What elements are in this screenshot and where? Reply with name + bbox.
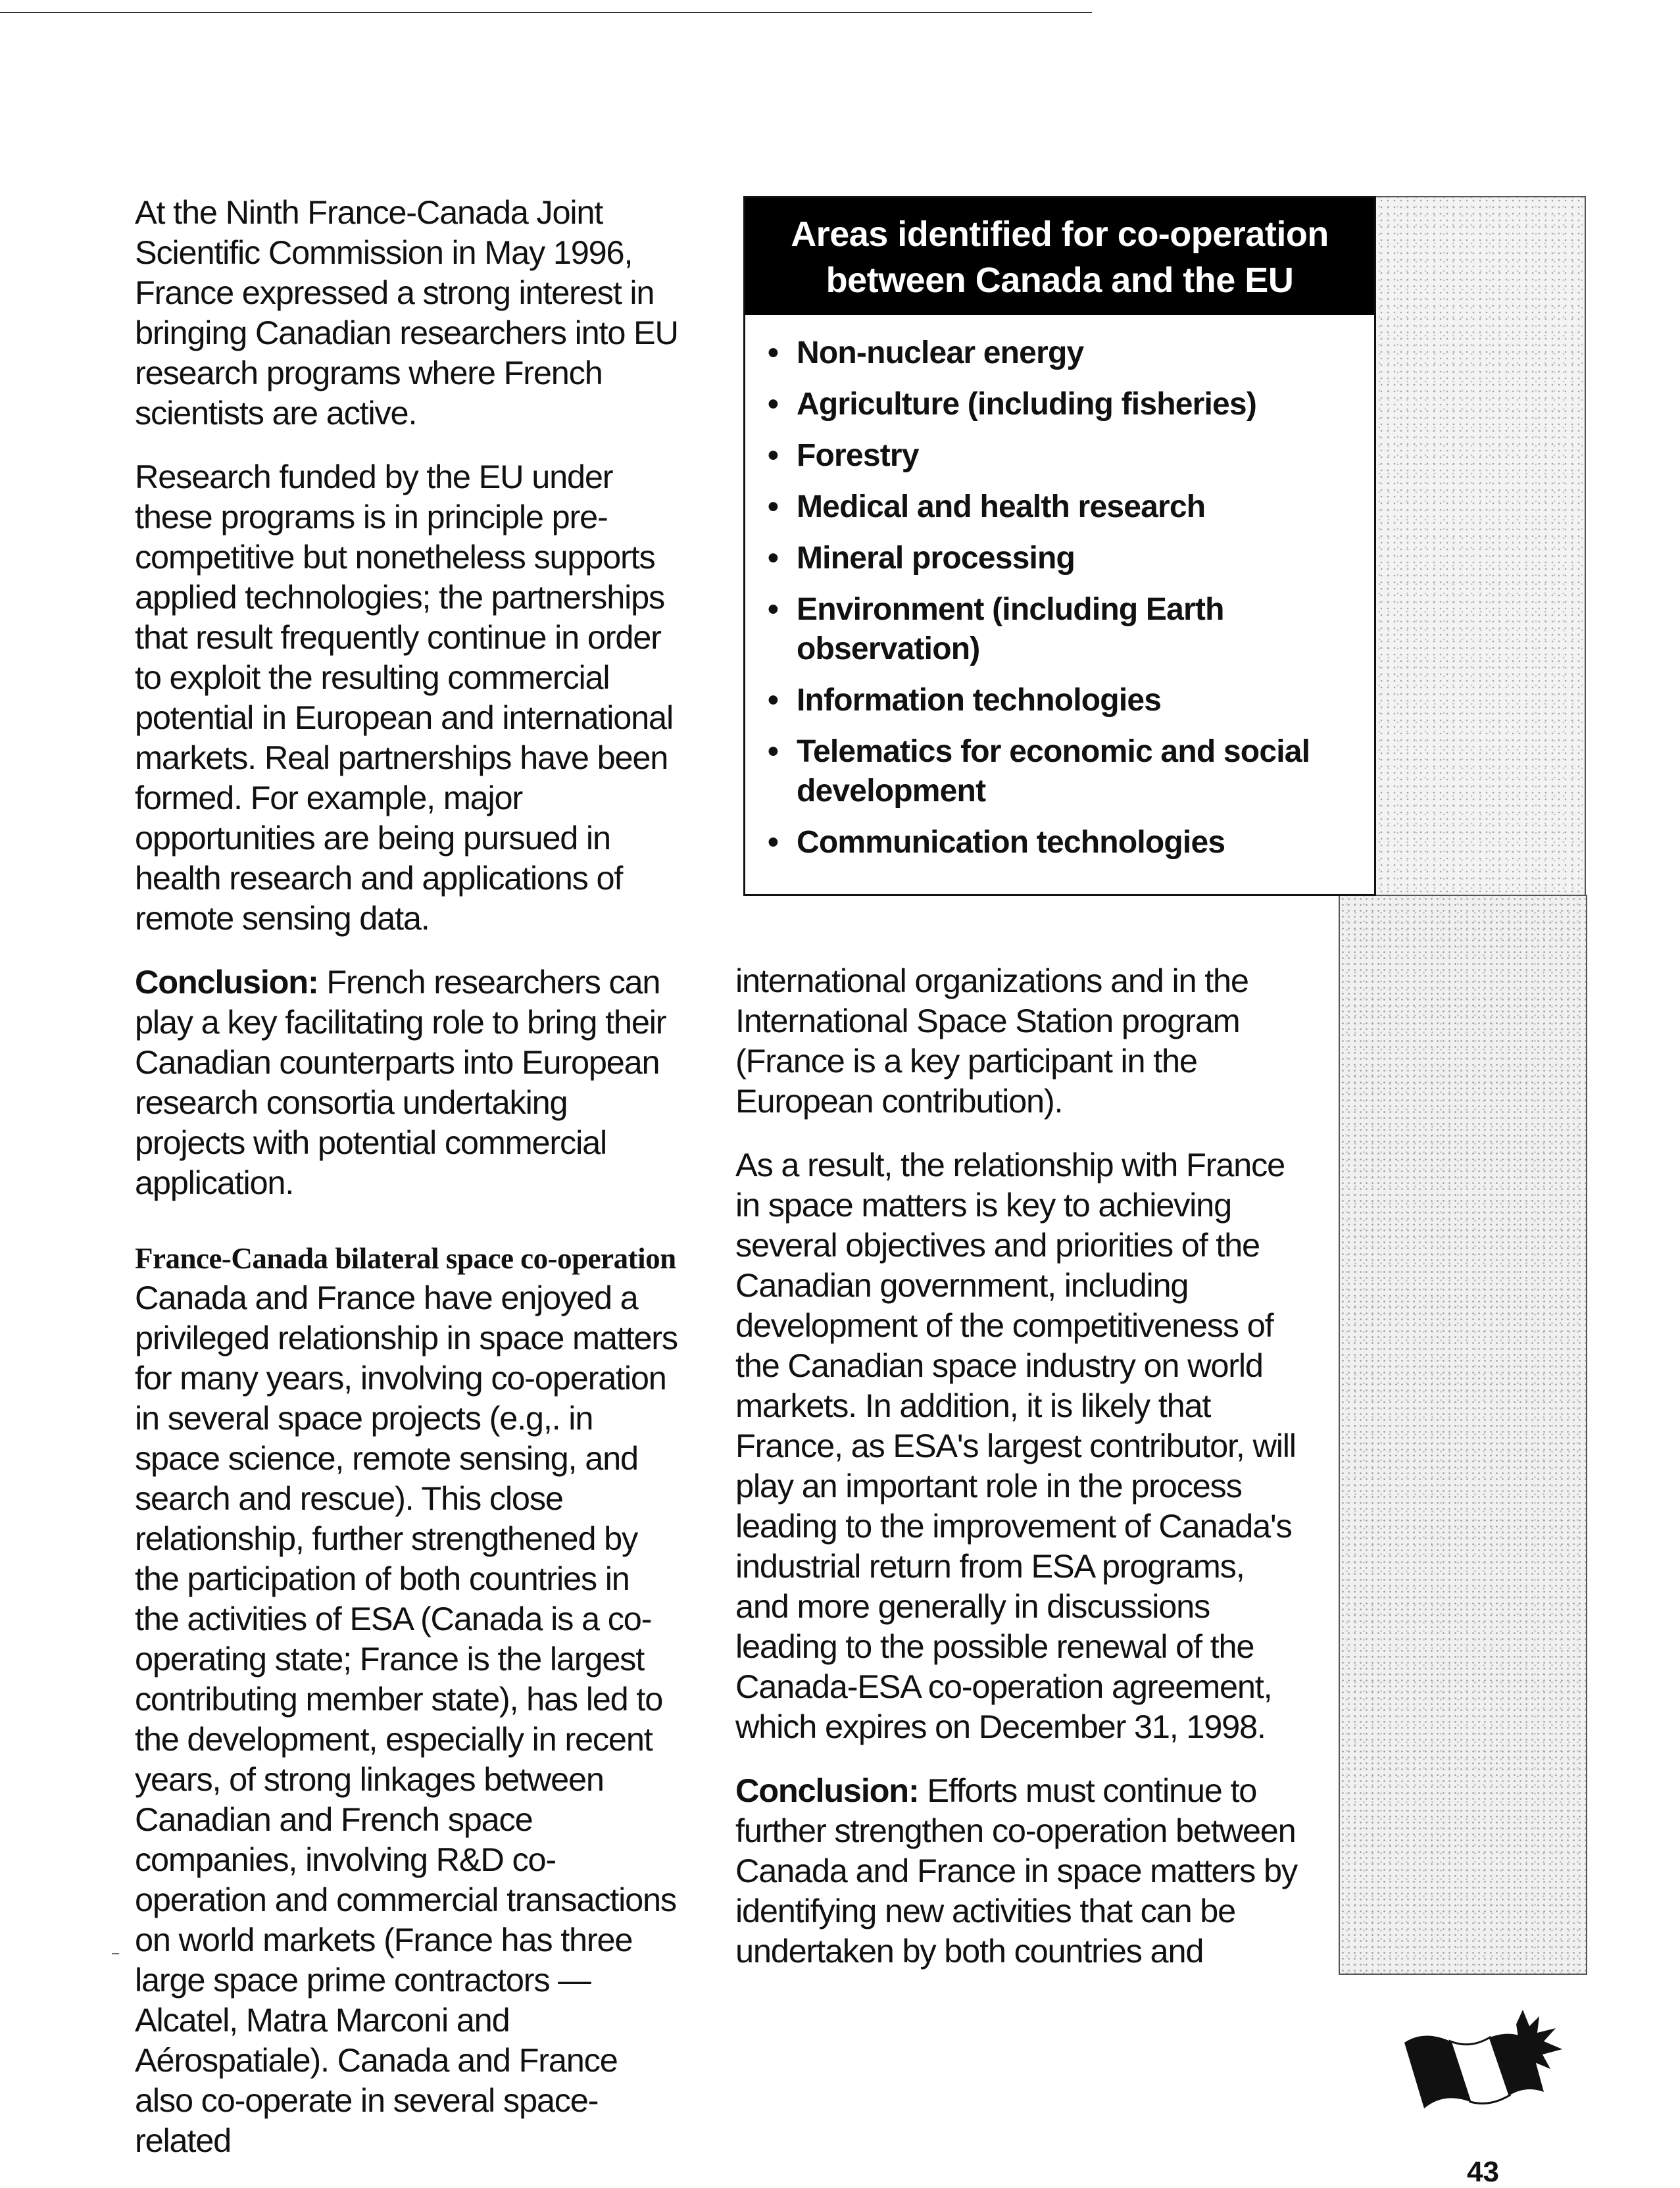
decorative-panel [1339, 895, 1587, 1975]
paragraph-international: international organizations and in the International Space Station program (France is a key participant in the European contribution). [735, 962, 1248, 1120]
conclusion-label: Conclusion: [735, 1772, 919, 1809]
cooperation-areas-box [743, 196, 1376, 896]
list-item: • Agriculture (including fisheries) [762, 385, 1361, 424]
list-item: • Non-nuclear energy [762, 334, 1361, 373]
france-canada-flag-icon [1398, 2003, 1569, 2122]
scan-mark: – [112, 1946, 120, 1960]
list-item: • Environment (including Earth observation) [762, 590, 1361, 669]
box-title-line-2: between Canada and the EU [826, 261, 1294, 300]
box-title-line-1: Areas identified for co-operation [791, 214, 1329, 254]
list-item: • Medical and health research [762, 487, 1361, 527]
page-number: 43 [1467, 2156, 1499, 2188]
section-heading: France-Canada bilateral space co-operation [135, 1242, 676, 1275]
top-rule [0, 12, 1092, 13]
conclusion-label: Conclusion: [135, 963, 318, 1001]
decorative-panel-top [1371, 196, 1586, 897]
list-item: • Communication technologies [762, 823, 1361, 862]
list-item: • Forestry [762, 436, 1361, 476]
left-column [135, 192, 681, 2184]
list-item: • Telematics for economic and social development [762, 732, 1361, 811]
paragraph-conclusion-2 [735, 1770, 1301, 1971]
list-item: • Information technologies [762, 681, 1361, 720]
right-column [735, 960, 1301, 1995]
paragraph-space-cooperation: Canada and France have enjoyed a privileged relationship in space matters for many years, involving co-operation in several space projects (e.g,. in space science, remote sensing, and search and rescue). This close relationship, further strengthened by the participation of both countries in the activities of ESA (Canada is a co-operating state; France is the largest contributing member state), has led to the development, especially in recent years, of strong linkages between Canadian and French space companies, involving R&D co-operation and commercial transactions on world markets (France has three large space prime contractors — Alcatel, Matra Marconi and Aérospatiale). Canada and France also co-operate in several space-related [135, 1279, 678, 2159]
paragraph-intro: At the Ninth France-Canada Joint Scientific Commission in May 1996, France expressed a strong interest in bringing Canadian researchers into EU research programs where French scientists are active. [135, 193, 678, 432]
paragraph-conclusion-1 [135, 962, 681, 1203]
paragraph-research: Research funded by the EU under these programs is in principle pre-competitive but nonetheless supports applied technologies; the partnerships that result frequently continue in order to exploit the resulting commercial potential in European and international markets. Real partnerships have been formed. For example, major opportunities are being pursued in health research and applications of remote sensing data. [135, 458, 673, 937]
list-item: • Mineral processing [762, 539, 1361, 578]
conclusion-text: Efforts must continue to further strengthen co-operation between Canada and France in space matters by identifying new activities that can be undertaken by both countries and [735, 1772, 1297, 1970]
paragraph-relationship: As a result, the relationship with France in space matters is key to achieving several objectives and priorities of the Canadian government, including development of the competitiveness of the Canadian space industry on world markets. In addition, it is likely that France, as ESA's largest contributor, will play an important role in the process leading to the improvement of Canada's industrial return from ESA programs, and more generally in discussions leading to the possible renewal of the Canada-ESA co-operation agreement, which expires on December 31, 1998. [735, 1146, 1296, 1745]
conclusion-text: French researchers can play a key facilitating role to bring their Canadian counterparts into European research consortia undertaking projects with potential commercial application. [135, 963, 666, 1201]
box-header [745, 198, 1374, 315]
cooperation-areas-list [745, 315, 1374, 862]
